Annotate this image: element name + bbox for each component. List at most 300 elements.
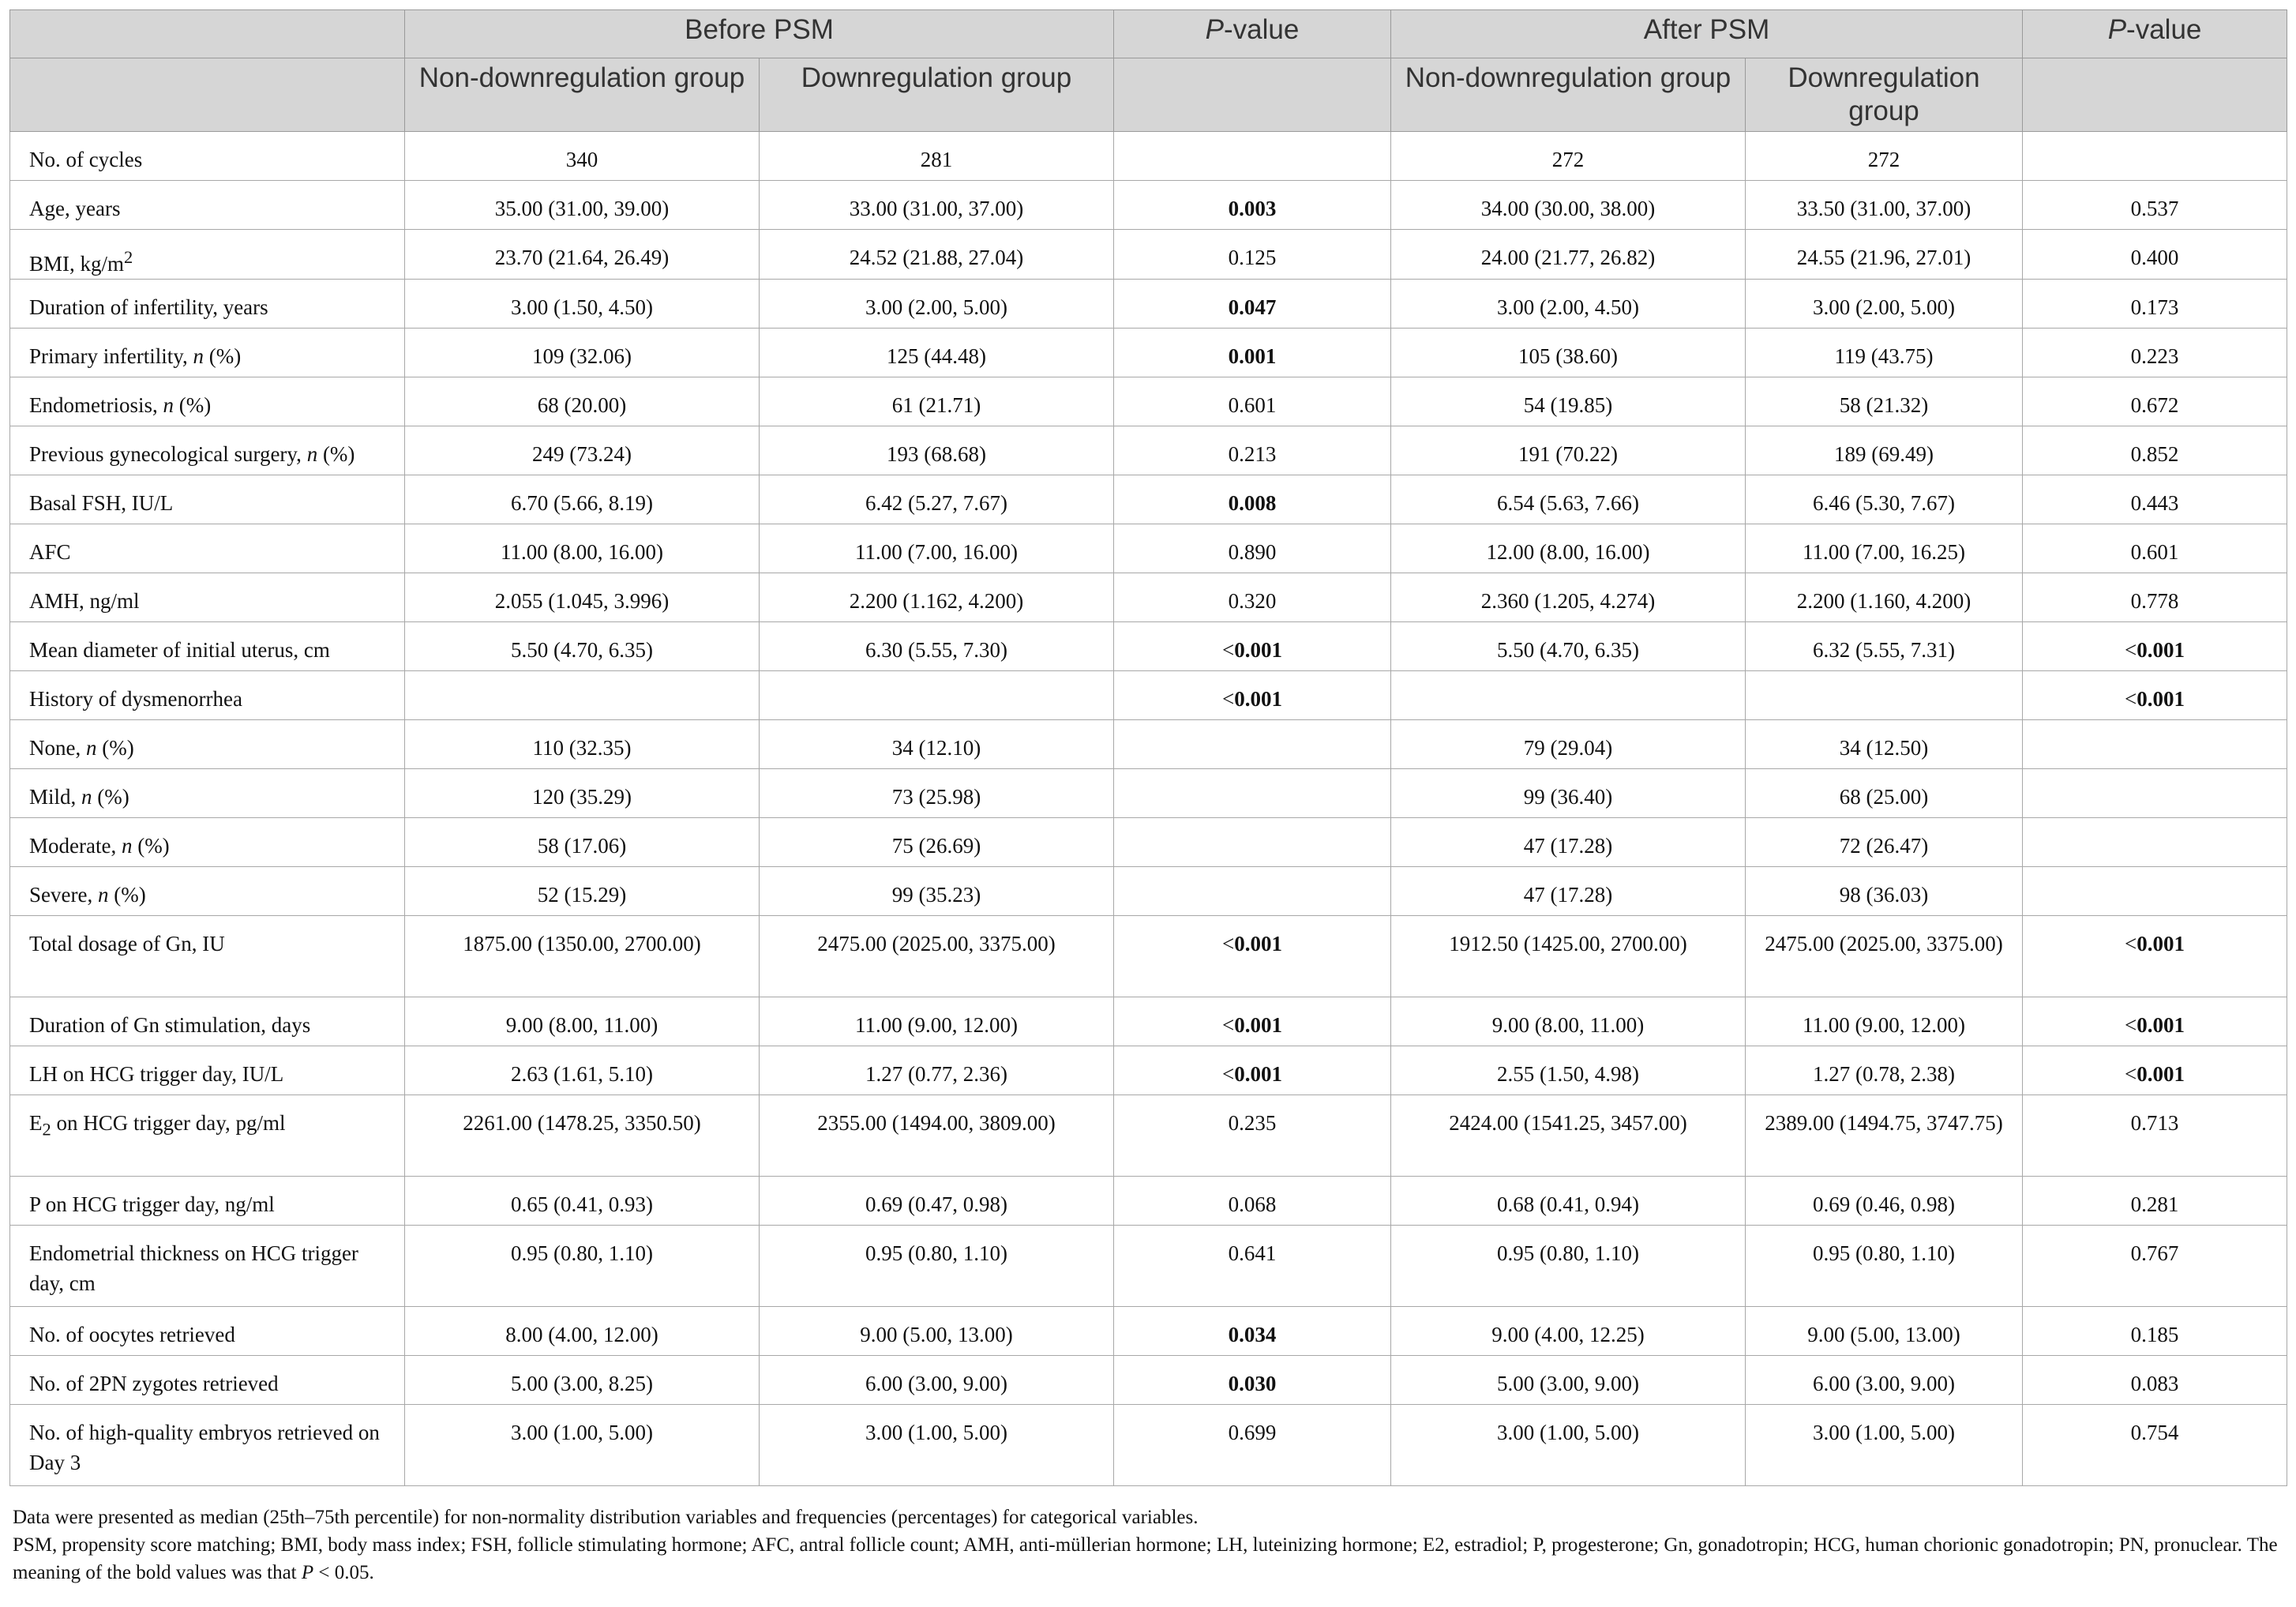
cell-before-non-downregulation: 8.00 (4.00, 12.00) <box>405 1307 760 1356</box>
cell-before-downregulation: 11.00 (9.00, 12.00) <box>760 997 1114 1046</box>
table-row <box>10 1095 2287 1177</box>
row-label-italic: n <box>121 834 133 858</box>
cell-p-value-after <box>2023 1177 2287 1226</box>
cell-before-downregulation: 281 <box>760 132 1114 181</box>
table-row <box>10 230 2287 280</box>
p-value: 0.699 <box>1228 1421 1277 1444</box>
p-value: 0.083 <box>2130 1372 2179 1395</box>
cell-after-downregulation: 24.55 (21.96, 27.01) <box>1746 230 2023 280</box>
row-label: Basal FSH, IU/L <box>10 475 405 524</box>
cell-after-non-downregulation: 24.00 (21.77, 26.82) <box>1391 230 1746 280</box>
cell-before-downregulation: 1.27 (0.77, 2.36) <box>760 1046 1114 1095</box>
cell-p-value-before <box>1114 997 1391 1046</box>
cell-p-value-before <box>1114 573 1391 622</box>
p-value: 0.601 <box>1228 393 1277 417</box>
cell-before-downregulation <box>760 671 1114 720</box>
cell-p-value-after <box>2023 475 2287 524</box>
p-value: 0.001 <box>1234 638 1282 662</box>
row-label-tail: (%) <box>174 393 212 417</box>
cell-before-non-downregulation <box>405 671 760 720</box>
row-label-tail: (%) <box>108 883 146 907</box>
row-label-italic: n <box>85 736 97 760</box>
p-less-than: < <box>2125 1013 2137 1037</box>
cell-after-non-downregulation: 191 (70.22) <box>1391 426 1746 475</box>
p-value: 0.320 <box>1228 589 1277 613</box>
cell-after-downregulation: 119 (43.75) <box>1746 329 2023 377</box>
p-less-than: < <box>2125 638 2137 662</box>
cell-p-value-after <box>2023 1307 2287 1356</box>
p-value: 0.852 <box>2130 442 2179 466</box>
cell-before-downregulation: 61 (21.71) <box>760 377 1114 426</box>
cell-after-downregulation: 33.50 (31.00, 37.00) <box>1746 181 2023 230</box>
p-value: 0.890 <box>1228 540 1277 564</box>
row-label: AMH, ng/ml <box>10 573 405 622</box>
cell-before-downregulation: 0.95 (0.80, 1.10) <box>760 1226 1114 1307</box>
cell-after-downregulation: 34 (12.50) <box>1746 720 2023 769</box>
cell-after-non-downregulation: 6.54 (5.63, 7.66) <box>1391 475 1746 524</box>
row-label: History of dysmenorrhea <box>10 671 405 720</box>
cell-before-non-downregulation: 2.63 (1.61, 5.10) <box>405 1046 760 1095</box>
table-row <box>10 426 2287 475</box>
header-p-italic: P <box>1205 14 1225 45</box>
cell-p-value-before <box>1114 720 1391 769</box>
row-label-italic: n <box>81 785 92 809</box>
cell-before-non-downregulation: 52 (15.29) <box>405 867 760 916</box>
header-before-non-downregulation: Non-downregulation group <box>405 58 760 132</box>
cell-after-downregulation: 0.69 (0.46, 0.98) <box>1746 1177 2023 1226</box>
table-row <box>10 818 2287 867</box>
cell-p-value-before <box>1114 1046 1391 1095</box>
header-after-non-downregulation: Non-downregulation group <box>1391 58 1746 132</box>
table-row <box>10 1307 2287 1356</box>
row-label-superscript: 2 <box>124 247 133 267</box>
table-row <box>10 916 2287 997</box>
p-value: 0.001 <box>1228 344 1277 368</box>
cell-after-downregulation: 72 (26.47) <box>1746 818 2023 867</box>
cell-p-value-after <box>2023 671 2287 720</box>
cell-after-non-downregulation: 3.00 (2.00, 4.50) <box>1391 280 1746 329</box>
p-value: 0.001 <box>1234 1062 1282 1086</box>
cell-before-non-downregulation: 0.65 (0.41, 0.93) <box>405 1177 760 1226</box>
p-value: 0.003 <box>1228 197 1277 220</box>
row-label <box>10 377 405 426</box>
table-row <box>10 1177 2287 1226</box>
cell-after-downregulation: 1.27 (0.78, 2.38) <box>1746 1046 2023 1095</box>
cell-p-value-before <box>1114 671 1391 720</box>
header-blank <box>2023 58 2287 132</box>
p-less-than: < <box>2125 1062 2137 1086</box>
cell-p-value-after <box>2023 818 2287 867</box>
cell-after-non-downregulation: 2424.00 (1541.25, 3457.00) <box>1391 1095 1746 1177</box>
cell-after-non-downregulation: 5.50 (4.70, 6.35) <box>1391 622 1746 671</box>
cell-p-value-after <box>2023 524 2287 573</box>
cell-p-value-before <box>1114 1095 1391 1177</box>
cell-p-value-before <box>1114 622 1391 671</box>
row-label-text: E <box>29 1111 43 1135</box>
cell-after-non-downregulation: 3.00 (1.00, 5.00) <box>1391 1405 1746 1486</box>
cell-p-value-after <box>2023 1226 2287 1307</box>
row-label <box>10 426 405 475</box>
cell-after-downregulation: 2475.00 (2025.00, 3375.00) <box>1746 916 2023 997</box>
cell-p-value-after <box>2023 1046 2287 1095</box>
cell-after-non-downregulation: 12.00 (8.00, 16.00) <box>1391 524 1746 573</box>
cell-after-downregulation: 2389.00 (1494.75, 3747.75) <box>1746 1095 2023 1177</box>
p-value: 0.125 <box>1228 246 1277 269</box>
table-row <box>10 329 2287 377</box>
cell-after-non-downregulation: 99 (36.40) <box>1391 769 1746 818</box>
p-less-than: < <box>1222 638 1235 662</box>
table-row <box>10 1405 2287 1486</box>
row-label: Age, years <box>10 181 405 230</box>
p-less-than: < <box>2125 687 2137 711</box>
cell-before-non-downregulation: 23.70 (21.64, 26.49) <box>405 230 760 280</box>
row-label: AFC <box>10 524 405 573</box>
header-p-value-2 <box>2023 10 2287 58</box>
row-label <box>10 769 405 818</box>
row-label-tail: (%) <box>132 834 170 858</box>
cell-after-non-downregulation: 2.360 (1.205, 4.274) <box>1391 573 1746 622</box>
p-value: 0.213 <box>1228 442 1277 466</box>
cell-after-non-downregulation: 1912.50 (1425.00, 2700.00) <box>1391 916 1746 997</box>
p-value: 0.001 <box>2137 1062 2185 1086</box>
cell-p-value-before <box>1114 426 1391 475</box>
cell-after-downregulation: 6.00 (3.00, 9.00) <box>1746 1356 2023 1405</box>
cell-p-value-before <box>1114 1405 1391 1486</box>
cell-p-value-before <box>1114 1307 1391 1356</box>
p-value: 0.001 <box>2137 932 2185 956</box>
cell-after-non-downregulation: 54 (19.85) <box>1391 377 1746 426</box>
header-p-value-1 <box>1114 10 1391 58</box>
cell-after-downregulation: 189 (69.49) <box>1746 426 2023 475</box>
cell-after-non-downregulation: 9.00 (8.00, 11.00) <box>1391 997 1746 1046</box>
cell-before-downregulation: 24.52 (21.88, 27.04) <box>760 230 1114 280</box>
table-row <box>10 622 2287 671</box>
p-value: 0.713 <box>2130 1111 2179 1135</box>
row-label-tail: (%) <box>203 344 242 368</box>
cell-before-non-downregulation: 9.00 (8.00, 11.00) <box>405 997 760 1046</box>
cell-before-downregulation: 33.00 (31.00, 37.00) <box>760 181 1114 230</box>
cell-after-non-downregulation: 47 (17.28) <box>1391 867 1746 916</box>
p-value: 0.400 <box>2130 246 2179 269</box>
p-value: 0.281 <box>2130 1192 2179 1216</box>
cell-before-downregulation: 2.200 (1.162, 4.200) <box>760 573 1114 622</box>
p-value: 0.001 <box>2137 1013 2185 1037</box>
cell-p-value-after <box>2023 997 2287 1046</box>
cell-after-non-downregulation: 0.95 (0.80, 1.10) <box>1391 1226 1746 1307</box>
table-body <box>10 132 2287 1486</box>
row-label-text: Severe, <box>29 883 98 907</box>
cell-p-value-after <box>2023 377 2287 426</box>
table-row <box>10 280 2287 329</box>
footnote-line-1: Data were presented as median (25th–75th percentile) for non-normality distribution variables and frequencies (percentages) for categorical variables. <box>13 1507 1199 1528</box>
cell-after-downregulation: 11.00 (9.00, 12.00) <box>1746 997 2023 1046</box>
table-row <box>10 1356 2287 1405</box>
table-row <box>10 720 2287 769</box>
row-label: Duration of Gn stimulation, days <box>10 997 405 1046</box>
cell-before-downregulation: 9.00 (5.00, 13.00) <box>760 1307 1114 1356</box>
row-label-italic: n <box>193 344 204 368</box>
row-label-italic: n <box>163 393 174 417</box>
header-p-italic: P <box>2107 14 2127 45</box>
p-value: 0.068 <box>1228 1192 1277 1216</box>
row-label: P on HCG trigger day, ng/ml <box>10 1177 405 1226</box>
table-footnotes <box>9 1504 2279 1586</box>
p-value: 0.672 <box>2130 393 2179 417</box>
table-row <box>10 573 2287 622</box>
row-label: Total dosage of Gn, IU <box>10 916 405 997</box>
p-value: 0.443 <box>2130 491 2179 515</box>
row-label <box>10 720 405 769</box>
row-label: No. of high-quality embryos retrieved on Day 3 <box>10 1405 405 1486</box>
cell-before-downregulation: 6.30 (5.55, 7.30) <box>760 622 1114 671</box>
header-p-suffix: -value <box>2126 14 2202 45</box>
table-row <box>10 132 2287 181</box>
p-less-than: < <box>2125 932 2137 956</box>
cell-p-value-before <box>1114 1226 1391 1307</box>
p-less-than: < <box>1222 1062 1235 1086</box>
p-value: 0.047 <box>1228 295 1277 319</box>
p-value: 0.641 <box>1228 1241 1277 1265</box>
cell-before-downregulation: 11.00 (7.00, 16.00) <box>760 524 1114 573</box>
cell-p-value-before <box>1114 181 1391 230</box>
table-row <box>10 1226 2287 1307</box>
cell-before-downregulation: 99 (35.23) <box>760 867 1114 916</box>
row-label <box>10 329 405 377</box>
cell-after-downregulation: 3.00 (2.00, 5.00) <box>1746 280 2023 329</box>
row-label-subscript: 2 <box>42 1119 51 1140</box>
cell-after-non-downregulation: 0.68 (0.41, 0.94) <box>1391 1177 1746 1226</box>
cell-p-value-before <box>1114 1177 1391 1226</box>
p-value: 0.001 <box>2137 687 2185 711</box>
p-value: 0.601 <box>2130 540 2179 564</box>
cell-p-value-before <box>1114 1356 1391 1405</box>
row-label <box>10 1095 405 1177</box>
cell-after-non-downregulation: 105 (38.60) <box>1391 329 1746 377</box>
table-row <box>10 1046 2287 1095</box>
cell-p-value-after <box>2023 573 2287 622</box>
cell-before-downregulation: 3.00 (2.00, 5.00) <box>760 280 1114 329</box>
cell-p-value-after <box>2023 867 2287 916</box>
cell-p-value-before <box>1114 867 1391 916</box>
cell-before-non-downregulation: 1875.00 (1350.00, 2700.00) <box>405 916 760 997</box>
cell-after-downregulation: 58 (21.32) <box>1746 377 2023 426</box>
cell-p-value-before <box>1114 280 1391 329</box>
cell-after-downregulation: 2.200 (1.160, 4.200) <box>1746 573 2023 622</box>
header-after-psm: After PSM <box>1391 10 2023 58</box>
row-label-tail: (%) <box>96 736 134 760</box>
cell-p-value-after <box>2023 769 2287 818</box>
cell-p-value-before <box>1114 769 1391 818</box>
row-label-text: Previous gynecological surgery, <box>29 442 307 466</box>
p-value: 0.173 <box>2130 295 2179 319</box>
table-header <box>10 10 2287 132</box>
cell-before-non-downregulation: 58 (17.06) <box>405 818 760 867</box>
row-label <box>10 867 405 916</box>
cell-p-value-before <box>1114 329 1391 377</box>
p-value: 0.008 <box>1228 491 1277 515</box>
cell-p-value-after <box>2023 329 2287 377</box>
cell-p-value-after <box>2023 280 2287 329</box>
cell-before-non-downregulation: 2.055 (1.045, 3.996) <box>405 573 760 622</box>
cell-before-downregulation: 6.42 (5.27, 7.67) <box>760 475 1114 524</box>
row-label: LH on HCG trigger day, IU/L <box>10 1046 405 1095</box>
row-label-text: Endometriosis, <box>29 393 163 417</box>
row-label-italic: n <box>306 442 318 466</box>
row-label-text: Primary infertility, <box>29 344 193 368</box>
row-label: No. of 2PN zygotes retrieved <box>10 1356 405 1405</box>
cell-after-non-downregulation: 5.00 (3.00, 9.00) <box>1391 1356 1746 1405</box>
header-blank <box>10 58 405 132</box>
p-value: 0.767 <box>2130 1241 2179 1265</box>
cell-after-non-downregulation: 34.00 (30.00, 38.00) <box>1391 181 1746 230</box>
cell-before-downregulation: 34 (12.10) <box>760 720 1114 769</box>
cell-after-downregulation: 98 (36.03) <box>1746 867 2023 916</box>
cell-p-value-after <box>2023 720 2287 769</box>
p-value: 0.754 <box>2130 1421 2179 1444</box>
p-value: 0.034 <box>1228 1323 1277 1346</box>
cell-before-non-downregulation: 5.00 (3.00, 8.25) <box>405 1356 760 1405</box>
table-row <box>10 377 2287 426</box>
cell-after-non-downregulation <box>1391 671 1746 720</box>
cell-before-non-downregulation: 2261.00 (1478.25, 3350.50) <box>405 1095 760 1177</box>
cell-p-value-after <box>2023 1095 2287 1177</box>
cell-before-non-downregulation: 3.00 (1.50, 4.50) <box>405 280 760 329</box>
cell-p-value-before <box>1114 377 1391 426</box>
cell-after-downregulation: 6.46 (5.30, 7.67) <box>1746 475 2023 524</box>
cell-before-downregulation: 3.00 (1.00, 5.00) <box>760 1405 1114 1486</box>
cell-after-downregulation: 0.95 (0.80, 1.10) <box>1746 1226 2023 1307</box>
row-label-text: BMI, kg/m <box>29 252 125 276</box>
cell-p-value-before <box>1114 230 1391 280</box>
cell-before-non-downregulation: 3.00 (1.00, 5.00) <box>405 1405 760 1486</box>
table-row <box>10 475 2287 524</box>
footnote-tail: < 0.05. <box>313 1562 374 1583</box>
cell-before-non-downregulation: 340 <box>405 132 760 181</box>
row-label: No. of cycles <box>10 132 405 181</box>
p-value: 0.537 <box>2130 197 2179 220</box>
cell-before-non-downregulation: 0.95 (0.80, 1.10) <box>405 1226 760 1307</box>
header-after-downregulation: Downregulation group <box>1746 58 2023 132</box>
cell-p-value-after <box>2023 132 2287 181</box>
header-blank <box>1114 58 1391 132</box>
p-value: 0.778 <box>2130 589 2179 613</box>
cell-p-value-after <box>2023 916 2287 997</box>
cell-before-downregulation: 193 (68.68) <box>760 426 1114 475</box>
cell-after-downregulation: 11.00 (7.00, 16.25) <box>1746 524 2023 573</box>
row-label-tail: on HCG trigger day, pg/ml <box>51 1111 286 1135</box>
table-container <box>9 9 2287 1586</box>
cell-before-non-downregulation: 35.00 (31.00, 39.00) <box>405 181 760 230</box>
p-less-than: < <box>1222 1013 1235 1037</box>
table-row <box>10 671 2287 720</box>
cell-before-downregulation: 73 (25.98) <box>760 769 1114 818</box>
cell-after-non-downregulation: 79 (29.04) <box>1391 720 1746 769</box>
cell-before-non-downregulation: 110 (32.35) <box>405 720 760 769</box>
p-value: 0.001 <box>1234 687 1282 711</box>
cell-after-downregulation: 9.00 (5.00, 13.00) <box>1746 1307 2023 1356</box>
row-label-tail: (%) <box>317 442 355 466</box>
cell-before-downregulation: 0.69 (0.47, 0.98) <box>760 1177 1114 1226</box>
cell-p-value-after <box>2023 1405 2287 1486</box>
footnote-line-2 <box>13 1531 2279 1586</box>
cell-before-downregulation: 125 (44.48) <box>760 329 1114 377</box>
cell-after-non-downregulation: 9.00 (4.00, 12.25) <box>1391 1307 1746 1356</box>
cell-before-downregulation: 2475.00 (2025.00, 3375.00) <box>760 916 1114 997</box>
cell-p-value-before <box>1114 916 1391 997</box>
cell-p-value-after <box>2023 426 2287 475</box>
cell-after-downregulation: 3.00 (1.00, 5.00) <box>1746 1405 2023 1486</box>
header-before-psm: Before PSM <box>405 10 1114 58</box>
cell-after-downregulation: 272 <box>1746 132 2023 181</box>
p-value: 0.235 <box>1228 1111 1277 1135</box>
cell-before-non-downregulation: 120 (35.29) <box>405 769 760 818</box>
row-label: Mean diameter of initial uterus, cm <box>10 622 405 671</box>
cell-after-downregulation: 6.32 (5.55, 7.31) <box>1746 622 2023 671</box>
cell-after-downregulation: 68 (25.00) <box>1746 769 2023 818</box>
cell-p-value-before <box>1114 818 1391 867</box>
cell-before-non-downregulation: 6.70 (5.66, 8.19) <box>405 475 760 524</box>
table-row <box>10 997 2287 1046</box>
table-row <box>10 867 2287 916</box>
cell-after-non-downregulation: 272 <box>1391 132 1746 181</box>
p-less-than: < <box>1222 932 1235 956</box>
row-label-text: None, <box>29 736 86 760</box>
cell-before-downregulation: 6.00 (3.00, 9.00) <box>760 1356 1114 1405</box>
cell-p-value-before <box>1114 132 1391 181</box>
cell-after-non-downregulation: 2.55 (1.50, 4.98) <box>1391 1046 1746 1095</box>
footnote-abbreviations: PSM, propensity score matching; BMI, body mass index; FSH, follicle stimulating hormone; AFC, antral follicle count; AMH, anti-müllerian hormone; LH, luteinizing hormone; E2, estradiol; P, progesterone; Gn, gonadotropin; HCG, human chorionic gonadotropin; PN, pronuclear. The meaning of the bold values was that <box>13 1534 2278 1583</box>
cell-after-non-downregulation: 47 (17.28) <box>1391 818 1746 867</box>
header-before-downregulation: Downregulation group <box>760 58 1114 132</box>
p-value: 0.001 <box>2137 638 2185 662</box>
cell-before-non-downregulation: 5.50 (4.70, 6.35) <box>405 622 760 671</box>
p-less-than: < <box>1222 687 1235 711</box>
cell-before-non-downregulation: 109 (32.06) <box>405 329 760 377</box>
row-label-italic: n <box>97 883 109 907</box>
p-value: 0.223 <box>2130 344 2179 368</box>
cell-p-value-after <box>2023 181 2287 230</box>
row-label: No. of oocytes retrieved <box>10 1307 405 1356</box>
header-p-suffix: -value <box>1224 14 1300 45</box>
cell-before-downregulation: 2355.00 (1494.00, 3809.00) <box>760 1095 1114 1177</box>
row-label: Endometrial thickness on HCG trigger day, cm <box>10 1226 405 1307</box>
p-value: 0.001 <box>1234 932 1282 956</box>
table-row <box>10 181 2287 230</box>
p-value: 0.001 <box>1234 1013 1282 1037</box>
p-value: 0.030 <box>1228 1372 1277 1395</box>
cell-before-downregulation: 75 (26.69) <box>760 818 1114 867</box>
row-label <box>10 818 405 867</box>
cell-before-non-downregulation: 68 (20.00) <box>405 377 760 426</box>
row-label <box>10 230 405 280</box>
results-table <box>9 9 2287 1486</box>
cell-before-non-downregulation: 249 (73.24) <box>405 426 760 475</box>
p-value: 0.185 <box>2130 1323 2179 1346</box>
row-label-text: Mild, <box>29 785 82 809</box>
row-label-text: Moderate, <box>29 834 122 858</box>
table-row <box>10 524 2287 573</box>
cell-p-value-after <box>2023 1356 2287 1405</box>
cell-p-value-after <box>2023 230 2287 280</box>
row-label-tail: (%) <box>92 785 129 809</box>
cell-p-value-before <box>1114 524 1391 573</box>
cell-before-non-downregulation: 11.00 (8.00, 16.00) <box>405 524 760 573</box>
footnote-p-italic: P <box>301 1562 314 1583</box>
cell-p-value-after <box>2023 622 2287 671</box>
cell-p-value-before <box>1114 475 1391 524</box>
row-label: Duration of infertility, years <box>10 280 405 329</box>
table-row <box>10 769 2287 818</box>
